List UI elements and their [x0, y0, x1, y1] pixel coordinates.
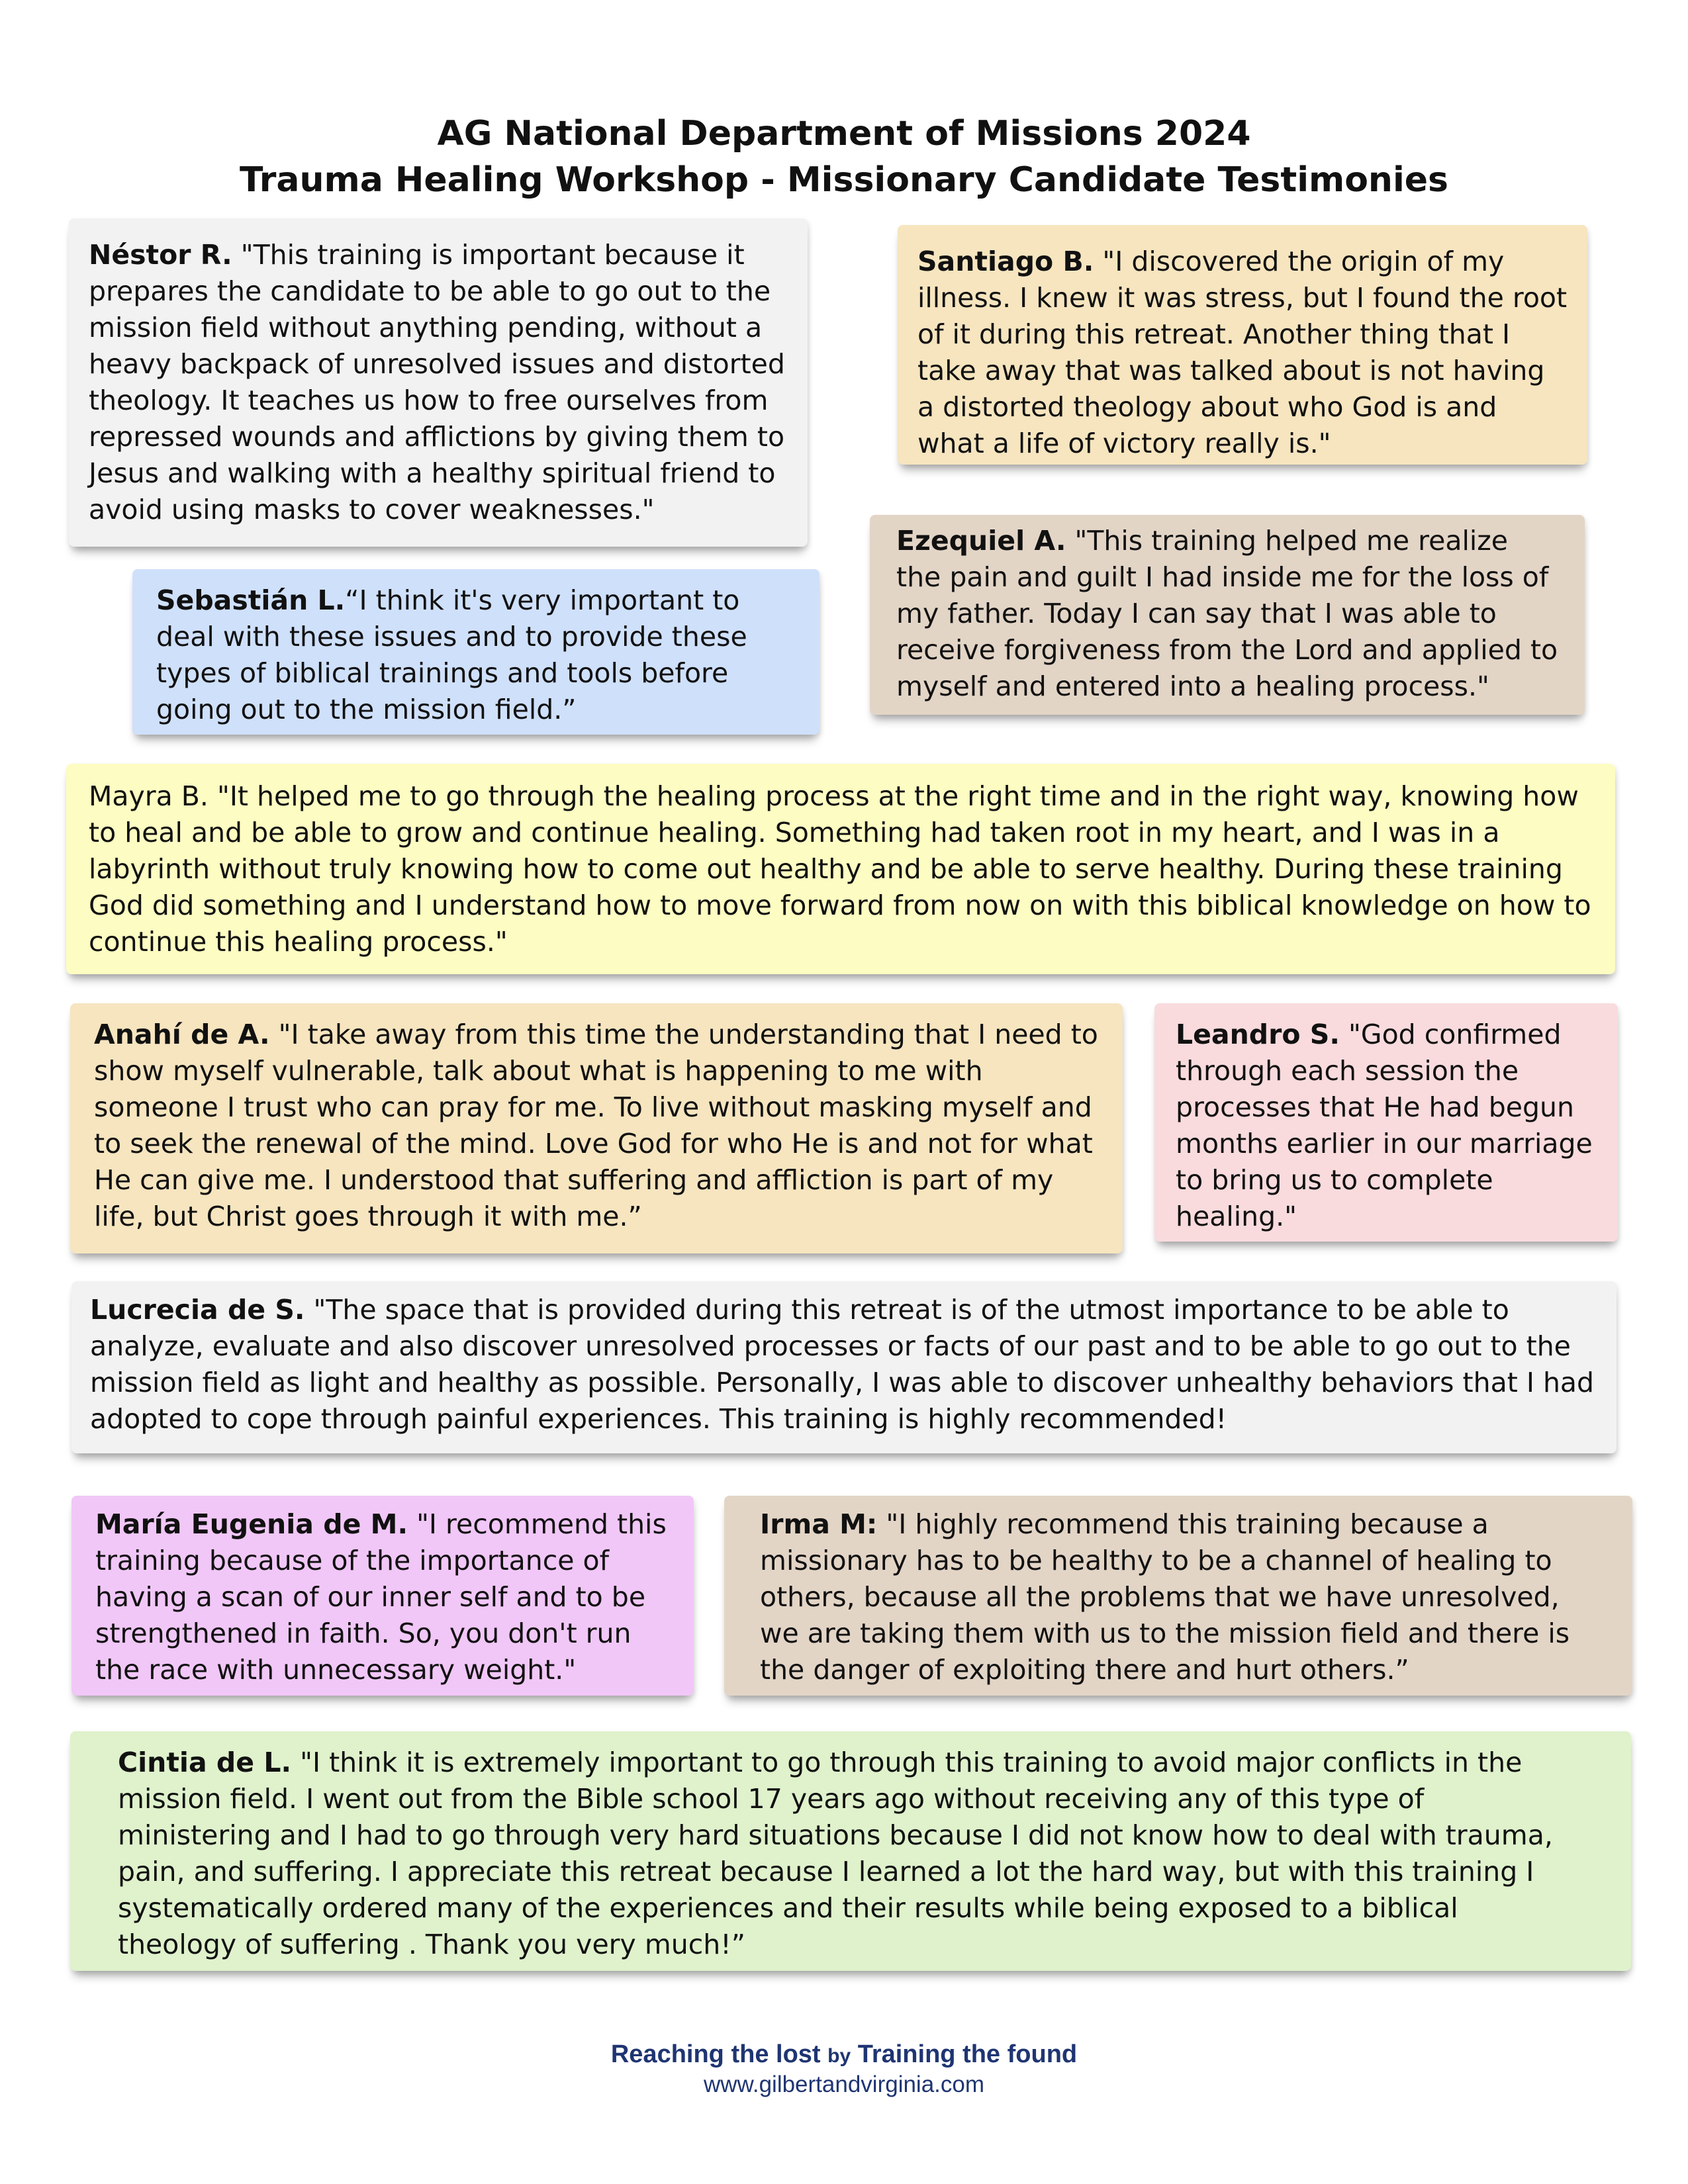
testimony-card-nestor: [69, 218, 808, 547]
page-title-line-1: AG National Department of Missions 2024: [437, 114, 1251, 154]
testimony-text: Mayra B. "It helped me to go through the healing process at the right time and in the right way, knowing how to heal and be able to grow and continue healing. Something had taken root in my heart, and I was in a labyrinth without truly knowing how to come out healthy and be able to serve healthy. During these training God did something and I understand how to move forward from now on with this biblical knowledge on how to continue this healing process.": [89, 780, 1591, 958]
testimony-card-cintia: [70, 1731, 1631, 1971]
testimony-card-leandro: [1154, 1003, 1618, 1242]
testimony-card-ezequiel: [870, 515, 1585, 715]
testimony-name: Leandro S.: [1176, 1019, 1340, 1050]
testimony-name: Irma M:: [760, 1508, 878, 1540]
testimony-name: Anahí de A.: [94, 1019, 270, 1050]
testimony-name: María Eugenia de M.: [95, 1508, 408, 1540]
testimony-text: "I recommend this training because of the importance of having a scan of our inner self and to be strengthened in faith. So, you don't run the race with unnecessary weight.": [95, 1508, 667, 1686]
testimony-name: Sebastián L.: [156, 584, 346, 616]
testimony-card-mayra: [66, 764, 1615, 974]
footer-url[interactable]: www.gilbertandvirginia.com: [703, 2071, 985, 2097]
testimony-text: "This training is important because it prepares the candidate to be able to go out to the mission field without anything pending, without a heavy backpack of unresolved issues and distorted theology. It teaches us how to free ourselves from repressed wounds and afflictions by giving them to Jesus and walking with a healthy spiritual friend to avoid using masks to cover weaknesses.": [89, 239, 785, 525]
testimony-card-lucrecia: [71, 1281, 1617, 1453]
testimony-name: Santiago B.: [917, 246, 1094, 277]
testimony-card-santiago: [898, 225, 1587, 465]
testimony-card-maria-eugenia: [71, 1496, 694, 1696]
testimony-text: "I take away from this time the understanding that I need to show myself vulnerable, talk about what is happening to me with someone I trust who can pray for me. To live without masking myself and to seek the renewal of the mind. Love God for who He is and not for what He can give me. I understood that suffering and affliction is part of my life, but Christ goes through it with me.”: [94, 1019, 1098, 1232]
testimony-text: "I discovered the origin of my illness. I knew it was stress, but I found the root of it during this retreat. Another thing that I take away that was talked about is not having a distorted theology about who God is and what a life of victory really is.": [917, 246, 1568, 459]
testimony-name: Néstor R.: [89, 239, 232, 271]
testimony-card-irma: [724, 1496, 1632, 1696]
testimony-card-anahi: [70, 1003, 1123, 1253]
testimony-card-sebastian: [132, 569, 820, 735]
testimony-name: Cintia de L.: [118, 1747, 292, 1778]
testimony-text: "This training helped me realize the pain and guilt I had inside me for the loss of my father. Today I can say that I was able to receive forgiveness from the Lord and applied to myself and entered into a healing process.": [896, 525, 1558, 702]
testimony-name: Ezequiel A.: [896, 525, 1066, 557]
footer-tagline: [0, 2038, 1688, 2072]
testimony-text: "The space that is provided during this retreat is of the utmost importance to be able to analyze, evaluate and also discover unresolved processes or facts of our past and to be able to go out to the mission field as light and healthy as possible. Personally, I was able to discover unhealthy behaviors that I had adopted to cope through painful experiences. This training is highly recommended!: [90, 1294, 1595, 1435]
testimony-text: "I highly recommend this training because a missionary has to be healthy to be a channel of healing to others, because all the problems that we have unresolved, we are taking them with us to the mission field and there is the danger of exploiting there and hurt others.”: [760, 1508, 1570, 1686]
testimony-name: Lucrecia de S.: [90, 1294, 305, 1326]
page-title-line-2: Trauma Healing Workshop - Missionary Candidate Testimonies: [240, 160, 1448, 200]
footer-tagline-part2: Training the found: [851, 2040, 1078, 2068]
footer-tagline-by: by: [827, 2045, 851, 2067]
footer-tagline-part1: Reaching the lost: [610, 2040, 828, 2068]
testimony-text: "I think it is extremely important to go through this training to avoid major conflicts in the mission field. I went out from the Bible school 17 years ago without receiving any of this type of ministering and I had to go through very hard situations because I did not know how to deal with trauma, pain, and suffering. I appreciate this retreat because I learned a lot the hard way, but with this training I systematically ordered many of the experiences and their results while being exposed to a biblical theology of suffering . Thank you very much!”: [118, 1747, 1553, 1960]
testimony-text: “I think it's very important to deal with these issues and to provide these types of biblical trainings and tools before going out to the mission field.”: [156, 584, 747, 725]
testimony-text: "God confirmed through each session the processes that He had begun months earlier in our marriage to bring us to complete healing.": [1176, 1019, 1593, 1232]
